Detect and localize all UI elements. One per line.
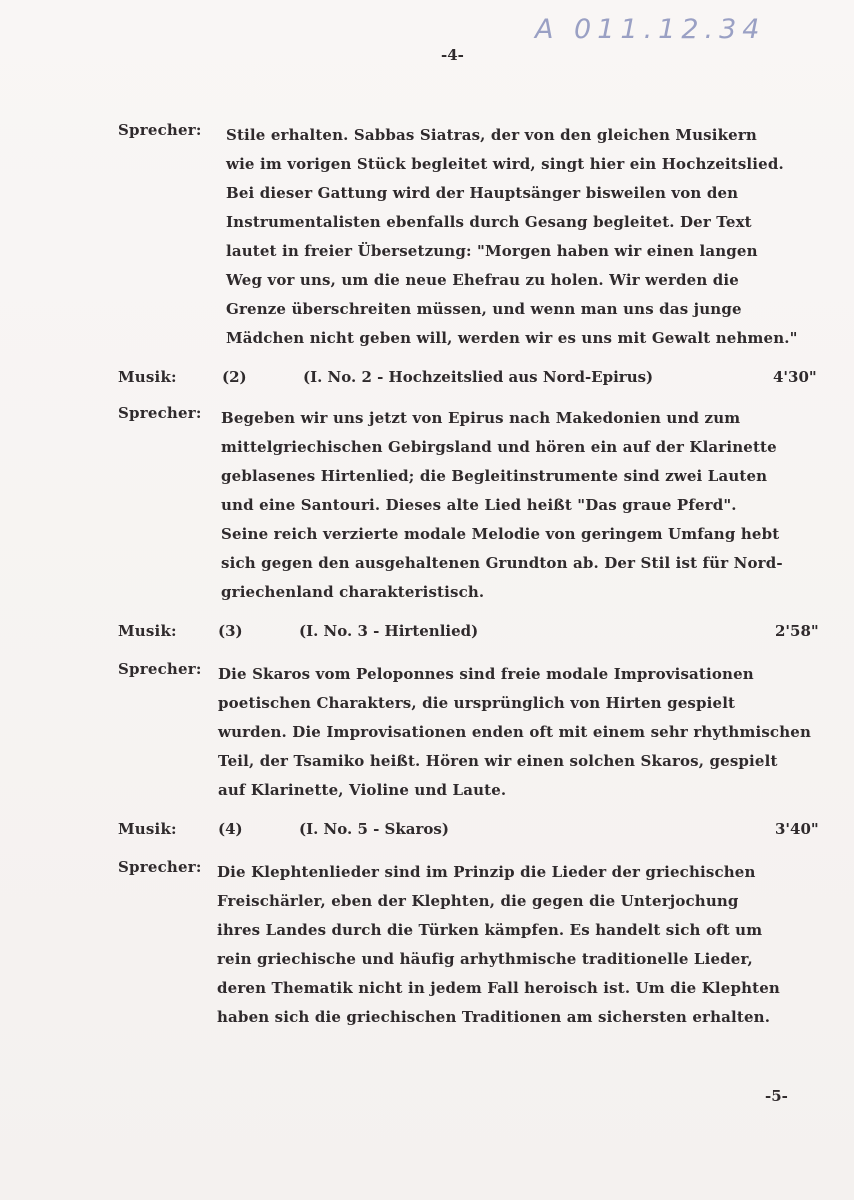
- text-line: Die Klephtenlieder sind im Prinzip die Lieder der griechischen: [217, 863, 756, 881]
- text-line: Begeben wir uns jetzt von Epirus nach Makedonien und zum: [221, 409, 741, 427]
- speaker-text: [217, 858, 817, 1032]
- text-line: ihres Landes durch die Türken kämpfen. Es handelt sich oft um: [217, 921, 763, 939]
- music-title: (I. No. 2 - Hochzeitslied aus Nord-Epirus): [303, 368, 654, 386]
- text-line: Mädchen nicht geben will, werden wir es uns mit Gewalt nehmen.": [226, 329, 798, 347]
- text-line: sich gegen den ausgehaltenen Grundton ab. Der Stil ist für Nord-: [221, 554, 783, 572]
- text-line: Instrumentalisten ebenfalls durch Gesang begleitet. Der Text: [226, 213, 752, 231]
- text-line: geblasenes Hirtenlied; die Begleitinstrumente sind zwei Lauten: [221, 467, 768, 485]
- music-label: Musik:: [118, 820, 177, 838]
- text-line: Seine reich verzierte modale Melodie von geringem Umfang hebt: [221, 525, 780, 543]
- music-number: (4): [218, 820, 243, 838]
- text-line: wurden. Die Improvisationen enden oft mit einem sehr rhythmischen: [218, 723, 811, 741]
- text-line: und eine Santouri. Dieses alte Lied heißt "Das graue Pferd".: [221, 496, 737, 514]
- text-line: Freischärler, eben der Klephten, die gegen die Unterjochung: [217, 892, 739, 910]
- speaker-text: [221, 404, 801, 607]
- music-number: (2): [222, 368, 247, 386]
- speaker-text: [218, 660, 818, 805]
- speaker-label: Sprecher:: [118, 121, 202, 139]
- text-line: Bei dieser Gattung wird der Hauptsänger bisweilen von den: [226, 184, 739, 202]
- text-line: Grenze überschreiten müssen, und wenn man uns das junge: [226, 300, 742, 318]
- speaker-label: Sprecher:: [118, 404, 202, 422]
- text-line: wie im vorigen Stück begleitet wird, singt hier ein Hochzeitslied.: [226, 155, 784, 173]
- text-line: Weg vor uns, um die neue Ehefrau zu holen. Wir werden die: [226, 271, 739, 289]
- music-title: (I. No. 5 - Skaros): [299, 820, 449, 838]
- music-label: Musik:: [118, 622, 177, 640]
- music-title: (I. No. 3 - Hirtenlied): [299, 622, 479, 640]
- music-label: Musik:: [118, 368, 177, 386]
- text-line: auf Klarinette, Violine und Laute.: [218, 781, 507, 799]
- text-line: lautet in freier Übersetzung: "Morgen haben wir einen langen: [226, 242, 758, 260]
- next-page-number: -5-: [765, 1087, 788, 1105]
- page-number: -4-: [441, 46, 464, 64]
- text-line: mittelgriechischen Gebirgsland und hören ein auf der Klarinette: [221, 438, 777, 456]
- text-line: deren Thematik nicht in jedem Fall heroisch ist. Um die Klephten: [217, 979, 780, 997]
- text-line: Die Skaros vom Peloponnes sind freie modale Improvisationen: [218, 665, 754, 683]
- speaker-label: Sprecher:: [118, 858, 202, 876]
- speaker-label: Sprecher:: [118, 660, 202, 678]
- text-line: poetischen Charakters, die ursprünglich von Hirten gespielt: [218, 694, 736, 712]
- music-duration: 3'40": [775, 820, 819, 838]
- text-line: Stile erhalten. Sabbas Siatras, der von den gleichen Musikern: [226, 126, 757, 144]
- music-duration: 4'30": [773, 368, 817, 386]
- music-number: (3): [218, 622, 243, 640]
- archive-number-stamp: A 011.12.34: [535, 14, 766, 45]
- text-line: griechenland charakteristisch.: [221, 583, 485, 601]
- text-line: rein griechische und häufig arhythmische traditionelle Lieder,: [217, 950, 753, 968]
- text-line: Teil, der Tsamiko heißt. Hören wir einen solchen Skaros, gespielt: [218, 752, 778, 770]
- speaker-text: [226, 121, 806, 353]
- text-line: haben sich die griechischen Traditionen am sichersten erhalten.: [217, 1008, 771, 1026]
- music-duration: 2'58": [775, 622, 819, 640]
